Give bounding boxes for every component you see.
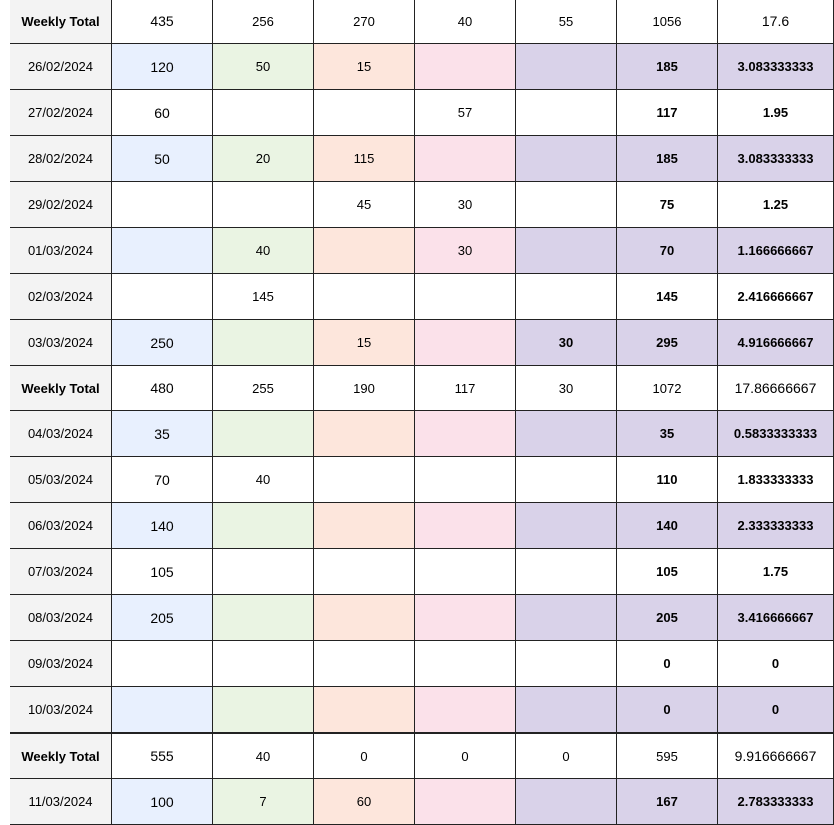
value-cell[interactable] [515,503,616,548]
table-row [10,779,834,825]
value-cell[interactable]: 480 [111,366,212,410]
table-row [10,182,834,228]
value-cell[interactable] [212,595,313,640]
value-cell[interactable]: 50 [212,44,313,89]
value-cell[interactable] [515,457,616,502]
value-cell[interactable] [515,90,616,135]
table-row [10,641,834,687]
value-cell[interactable]: 145 [616,274,717,319]
value-cell[interactable]: 57 [414,90,515,135]
value-cell[interactable]: 190 [313,366,414,410]
value-cell[interactable] [515,274,616,319]
value-cell[interactable] [313,457,414,502]
value-cell[interactable]: 1.166666667 [717,228,834,273]
value-cell[interactable] [414,595,515,640]
value-cell[interactable]: 100 [111,779,212,824]
value-cell[interactable]: 145 [212,274,313,319]
value-cell[interactable]: 117 [414,366,515,410]
value-cell[interactable]: 0 [313,734,414,778]
date-cell[interactable]: 29/02/2024 [10,182,111,227]
value-cell[interactable]: 2.783333333 [717,779,834,824]
value-cell[interactable]: 435 [111,0,212,43]
value-cell[interactable] [212,320,313,365]
value-cell[interactable]: 50 [111,136,212,181]
value-cell[interactable] [313,549,414,594]
value-cell[interactable] [313,595,414,640]
date-cell[interactable]: 01/03/2024 [10,228,111,273]
value-cell[interactable]: 1056 [616,0,717,43]
value-cell[interactable] [212,411,313,456]
value-cell[interactable] [111,641,212,686]
value-cell[interactable]: 2.333333333 [717,503,834,548]
value-cell[interactable]: 0 [515,734,616,778]
value-cell[interactable]: 0 [717,641,834,686]
value-cell[interactable] [212,687,313,732]
table-row [10,503,834,549]
value-cell[interactable]: 45 [313,182,414,227]
date-cell[interactable]: 27/02/2024 [10,90,111,135]
weekly-total-label[interactable]: Weekly Total [10,0,111,43]
value-cell[interactable]: 120 [111,44,212,89]
value-cell[interactable] [515,641,616,686]
value-cell[interactable] [515,228,616,273]
value-cell[interactable]: 15 [313,320,414,365]
value-cell[interactable]: 105 [616,549,717,594]
value-cell[interactable]: 1.75 [717,549,834,594]
value-cell[interactable]: 9.916666667 [717,734,834,778]
value-cell[interactable]: 0 [414,734,515,778]
value-cell[interactable] [414,411,515,456]
weekly-total-row [10,0,834,44]
value-cell[interactable] [414,549,515,594]
value-cell[interactable]: 140 [616,503,717,548]
table-row [10,136,834,182]
table-row [10,549,834,595]
value-cell[interactable] [414,641,515,686]
value-cell[interactable]: 2.416666667 [717,274,834,319]
value-cell[interactable]: 255 [212,366,313,410]
value-cell[interactable]: 30 [414,228,515,273]
value-cell[interactable]: 3.416666667 [717,595,834,640]
value-cell[interactable] [515,595,616,640]
table-row [10,457,834,503]
value-cell[interactable]: 40 [212,734,313,778]
value-cell[interactable] [414,274,515,319]
value-cell[interactable] [212,503,313,548]
value-cell[interactable]: 60 [111,90,212,135]
value-cell[interactable]: 3.083333333 [717,44,834,89]
value-cell[interactable]: 30 [515,366,616,410]
value-cell[interactable]: 185 [616,136,717,181]
date-cell[interactable]: 28/02/2024 [10,136,111,181]
value-cell[interactable] [414,687,515,732]
value-cell[interactable]: 3.083333333 [717,136,834,181]
value-cell[interactable] [313,228,414,273]
value-cell[interactable] [414,44,515,89]
date-cell[interactable]: 10/03/2024 [10,687,111,732]
value-cell[interactable]: 110 [616,457,717,502]
value-cell[interactable]: 0 [616,687,717,732]
value-cell[interactable]: 115 [313,136,414,181]
value-cell[interactable] [313,90,414,135]
value-cell[interactable]: 17.86666667 [717,366,834,410]
value-cell[interactable]: 35 [111,411,212,456]
value-cell[interactable] [313,641,414,686]
value-cell[interactable] [414,136,515,181]
value-cell[interactable]: 595 [616,734,717,778]
table-row [10,320,834,366]
value-cell[interactable]: 205 [616,595,717,640]
value-cell[interactable] [515,136,616,181]
table-row [10,228,834,274]
value-cell[interactable] [313,411,414,456]
value-cell[interactable] [414,503,515,548]
date-cell[interactable]: 05/03/2024 [10,457,111,502]
table-row [10,411,834,457]
table-row [10,274,834,320]
date-cell[interactable]: 04/03/2024 [10,411,111,456]
date-cell[interactable]: 08/03/2024 [10,595,111,640]
date-cell[interactable]: 26/02/2024 [10,44,111,89]
value-cell[interactable]: 205 [111,595,212,640]
value-cell[interactable]: 70 [111,457,212,502]
value-cell[interactable] [515,687,616,732]
value-cell[interactable] [313,687,414,732]
value-cell[interactable]: 117 [616,90,717,135]
value-cell[interactable] [515,411,616,456]
value-cell[interactable]: 70 [616,228,717,273]
value-cell[interactable]: 15 [313,44,414,89]
value-cell[interactable]: 60 [313,779,414,824]
table-row [10,44,834,90]
value-cell[interactable]: 1.833333333 [717,457,834,502]
date-cell[interactable]: 06/03/2024 [10,503,111,548]
value-cell[interactable] [111,687,212,732]
value-cell[interactable]: 40 [212,457,313,502]
value-cell[interactable] [515,44,616,89]
value-cell[interactable]: 0 [717,687,834,732]
date-cell[interactable]: 07/03/2024 [10,549,111,594]
value-cell[interactable]: 185 [616,44,717,89]
value-cell[interactable] [414,320,515,365]
value-cell[interactable]: 20 [212,136,313,181]
value-cell[interactable]: 1.95 [717,90,834,135]
table-row [10,595,834,641]
value-cell[interactable]: 30 [515,320,616,365]
value-cell[interactable] [515,549,616,594]
value-cell[interactable]: 1072 [616,366,717,410]
value-cell[interactable]: 256 [212,0,313,43]
date-cell[interactable]: 09/03/2024 [10,641,111,686]
value-cell[interactable]: 250 [111,320,212,365]
value-cell[interactable] [212,90,313,135]
date-cell[interactable]: 02/03/2024 [10,274,111,319]
value-cell[interactable] [212,641,313,686]
date-cell[interactable]: 03/03/2024 [10,320,111,365]
value-cell[interactable]: 75 [616,182,717,227]
value-cell[interactable]: 40 [212,228,313,273]
value-cell[interactable]: 4.916666667 [717,320,834,365]
weekly-total-label[interactable]: Weekly Total [10,366,111,410]
value-cell[interactable] [313,503,414,548]
table-row [10,687,834,733]
value-cell[interactable]: 0.5833333333 [717,411,834,456]
value-cell[interactable]: 270 [313,0,414,43]
value-cell[interactable] [212,182,313,227]
value-cell[interactable]: 140 [111,503,212,548]
weekly-total-row [10,733,834,779]
weekly-total-row [10,365,834,411]
value-cell[interactable]: 55 [515,0,616,43]
value-cell[interactable]: 40 [414,0,515,43]
value-cell[interactable]: 555 [111,734,212,778]
value-cell[interactable]: 0 [616,641,717,686]
value-cell[interactable] [212,549,313,594]
date-cell[interactable]: 11/03/2024 [10,779,111,824]
value-cell[interactable] [111,228,212,273]
value-cell[interactable]: 30 [414,182,515,227]
value-cell[interactable] [111,182,212,227]
value-cell[interactable] [111,274,212,319]
value-cell[interactable]: 167 [616,779,717,824]
value-cell[interactable]: 295 [616,320,717,365]
weekly-total-label[interactable]: Weekly Total [10,734,111,778]
value-cell[interactable] [313,274,414,319]
value-cell[interactable] [515,182,616,227]
value-cell[interactable]: 105 [111,549,212,594]
value-cell[interactable]: 35 [616,411,717,456]
table-row [10,90,834,136]
value-cell[interactable]: 17.6 [717,0,834,43]
value-cell[interactable] [414,457,515,502]
value-cell[interactable]: 7 [212,779,313,824]
value-cell[interactable]: 1.25 [717,182,834,227]
